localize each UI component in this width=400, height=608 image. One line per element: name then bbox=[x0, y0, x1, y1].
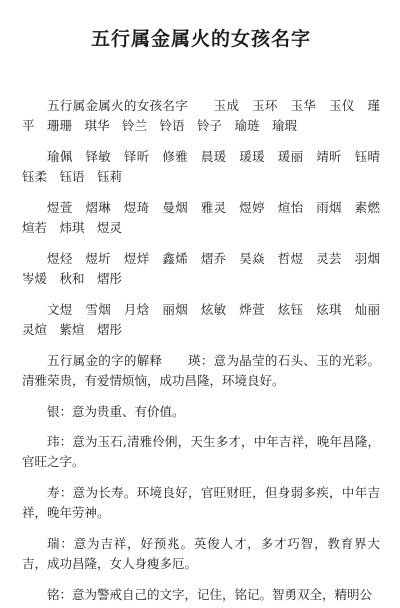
paragraph-rui: 瑞：意为吉祥，好预兆。英俊人才，多才巧智，教育界大吉，成功昌隆，女人身瘦多厄。 bbox=[22, 536, 380, 571]
paragraph-wei: 玮：意为玉石,清雅伶俐，天生多才，中年吉祥，晚年昌隆，官旺之字。 bbox=[22, 434, 380, 469]
paragraph-ming: 铭：意为警戒自己的文字，记住，铭记。智勇双全，精明公 bbox=[47, 587, 373, 602]
paragraph-huo-names-3: 文煜 雪烟 月焓 丽烟 炫敏 烨萱 炫钰 炫琪 灿丽 灵煊 紫煊 熠彤 bbox=[22, 302, 393, 337]
paragraph-shou: 寿：意为长寿。环境良好，官旺财旺，但身弱多疾，中年吉祥，晚年劳神。 bbox=[22, 485, 380, 520]
paragraph-huo-names-2: 煜烃 煜圻 煜烊 鑫烯 熠乔 昊焱 哲煜 灵芸 羽烟 岑煖 秋和 熠彤 bbox=[22, 251, 393, 286]
paragraph-name-list-intro: 五行属金属火的女孩名字 玉成 玉环 玉华 玉仪 瑾平 珊珊 琪华 铃兰 铃语 铃子 瑜琏 瑜瑕 bbox=[22, 98, 380, 133]
paragraph-jin-names: 瑜佩 铎敏 铎昕 修雅 晨瑗 瑗瑗 瑗丽 靖昕 钰晴 钰柔 钰语 钰莉 bbox=[22, 149, 393, 184]
paragraph-huo-names-1: 煜萱 熠琳 煜琦 曼烟 雅灵 煜婷 煊怡 雨烟 素燃 煊若 炜琪 煜灵 bbox=[22, 200, 393, 235]
paragraph-char-explanation-intro: 五行属金的字的解释 瑛：意为晶莹的石头、玉的光彩。清雅荣贵，有爱情烦恼，成功昌隆，环境良好。 bbox=[22, 353, 380, 388]
page-title: 五行属金属火的女孩名字 bbox=[90, 28, 311, 50]
paragraph-yin: 银：意为贵重、有价值。 bbox=[47, 404, 185, 419]
